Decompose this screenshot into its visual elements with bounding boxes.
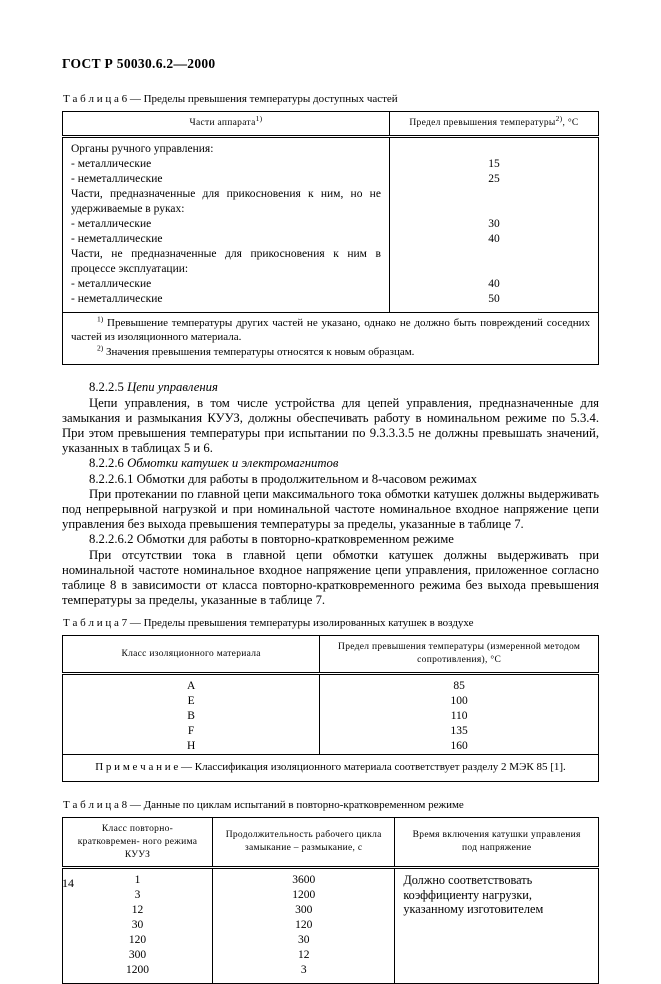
table-row: Части, предназначенные для прикосновения к ним, но не удерживаемые в руках: <box>63 187 599 217</box>
table-row: 1 3600 Должно соответствовать коэффициенту нагрузки, указанному изготовителем <box>63 868 599 889</box>
table-row: Части, не предназначенные для прикосновения к ним в процессе эксплуатации: <box>63 247 599 277</box>
table7-note: П р и м е ч а н и е — Классификация изоляционного материала соответствует разделу 2 МЭК 85 [1]. <box>63 754 599 781</box>
body-paragraph: При протекании по главной цепи максимального тока обмотки катушек должны выдерживать под непрерывной нагрузкой и при номинальной частоте номинальное входное напряжение цепи управления без выхода превышения температуры за пределы, указанные в таблице 7. <box>62 486 599 532</box>
section-heading-8225: 8.2.2.5 Цепи управления <box>89 380 218 395</box>
table-row: - неметаллические 25 <box>63 172 599 187</box>
table8-note-cell: Должно соответствовать коэффициенту нагрузки, указанному изготовителем <box>395 868 599 984</box>
table8-col1-header: Класс повторно-кратковремен- ного режима КУУЗ <box>63 817 213 867</box>
table-row: - металлические 40 <box>63 277 599 292</box>
section-heading-82261: 8.2.2.6.1 Обмотки для работы в продолжительном и 8-часовом режимах <box>89 471 477 486</box>
table7-col2-header: Предел превышения температуры (измеренной методом сопротивления), °С <box>320 636 599 674</box>
table6-caption: Т а б л и ц а 6 — Пределы превышения температуры доступных частей <box>63 93 398 105</box>
footnote-ref-2: 2) <box>555 113 563 123</box>
table-row: 3 1200 <box>63 888 599 903</box>
table-row: 12 300 <box>63 903 599 918</box>
table-row: - металлические 15 <box>63 157 599 172</box>
table6-col2-header: Предел превышения температуры$^{2)}$, °С <box>389 112 598 137</box>
table7-col1-header: Класс изоляционного материала <box>63 636 320 674</box>
table-row: - металлические 30 <box>63 217 599 232</box>
table-row: Органы ручного управления: <box>63 136 599 157</box>
table-row: F 135 <box>63 724 599 739</box>
table7-note-row <box>63 754 599 781</box>
table-row: E 100 <box>63 694 599 709</box>
table6-footnotes-row <box>63 312 599 365</box>
footnote-2: $^{2)}$ Значения превышения температуры относятся к новым образцам. <box>97 343 415 358</box>
table-row: 120 30 <box>63 933 599 948</box>
table7-caption: Т а б л и ц а 7 — Пределы превышения температуры изолированных катушек в воздухе <box>63 617 474 630</box>
table8-col3-header: Время включения катушки управления под напряжение <box>395 817 599 867</box>
table7 <box>62 635 599 782</box>
table6 <box>62 111 599 365</box>
table8-caption: Т а б л и ц а 8 — Данные по циклам испытаний в повторно-кратковременном режиме <box>63 798 464 811</box>
table-row: - неметаллические 50 <box>63 292 599 313</box>
table-row: 300 12 <box>63 948 599 963</box>
section-heading-8226: 8.2.2.6 Обмотки катушек и электромагнитов <box>89 456 339 471</box>
body-paragraph: Цепи управления, в том числе устройства для цепей управления, предназначенные для замыкания и размыкания КУУЗ, должны обеспечивать работу в номинальном режиме по 5.3.4. При этом превышения температуры при испытании по 9.3.3.3.5 не должны превышать значений, указанных в таблицах 5 и 6. <box>62 395 599 456</box>
table8 <box>62 817 599 984</box>
table-row: A 85 <box>63 673 599 694</box>
footnote-ref-1: 1) <box>255 113 263 123</box>
table-row: 30 120 <box>63 918 599 933</box>
table-row: 1200 3 <box>63 963 599 984</box>
footnote-1: $^{1)}$ Превышение температуры других частей не указано, однако не должно быть повреждений соседних частей из изоляционного материала. <box>71 314 590 344</box>
body-paragraph: При отсутствии тока в главной цепи обмотки катушек должны выдерживать при номинальной частоте номинальное входное напряжение цепи управления, приложенное согласно таблице 8 в зависимости от класса повторно-кратковременного режима без выхода превышения температуры за пределы, указанные в таблице 7. <box>62 547 599 608</box>
table6-col1-header: Части аппарата$^{1)}$ <box>63 112 390 137</box>
document-title: ГОСТ Р 50030.6.2—2000 <box>62 56 216 71</box>
table-row: B 110 <box>63 709 599 724</box>
table-row: H 160 <box>63 739 599 755</box>
table8-col2-header: Продолжительность рабочего цикла замыкание – размыкание, с <box>213 817 395 867</box>
page-content <box>62 56 599 984</box>
section-heading-82262: 8.2.2.6.2 Обмотки для работы в повторно-кратковременном режиме <box>89 532 454 547</box>
page-number: 14 <box>62 876 74 890</box>
body-sections <box>62 380 599 608</box>
table-row: - неметаллические 40 <box>63 232 599 247</box>
